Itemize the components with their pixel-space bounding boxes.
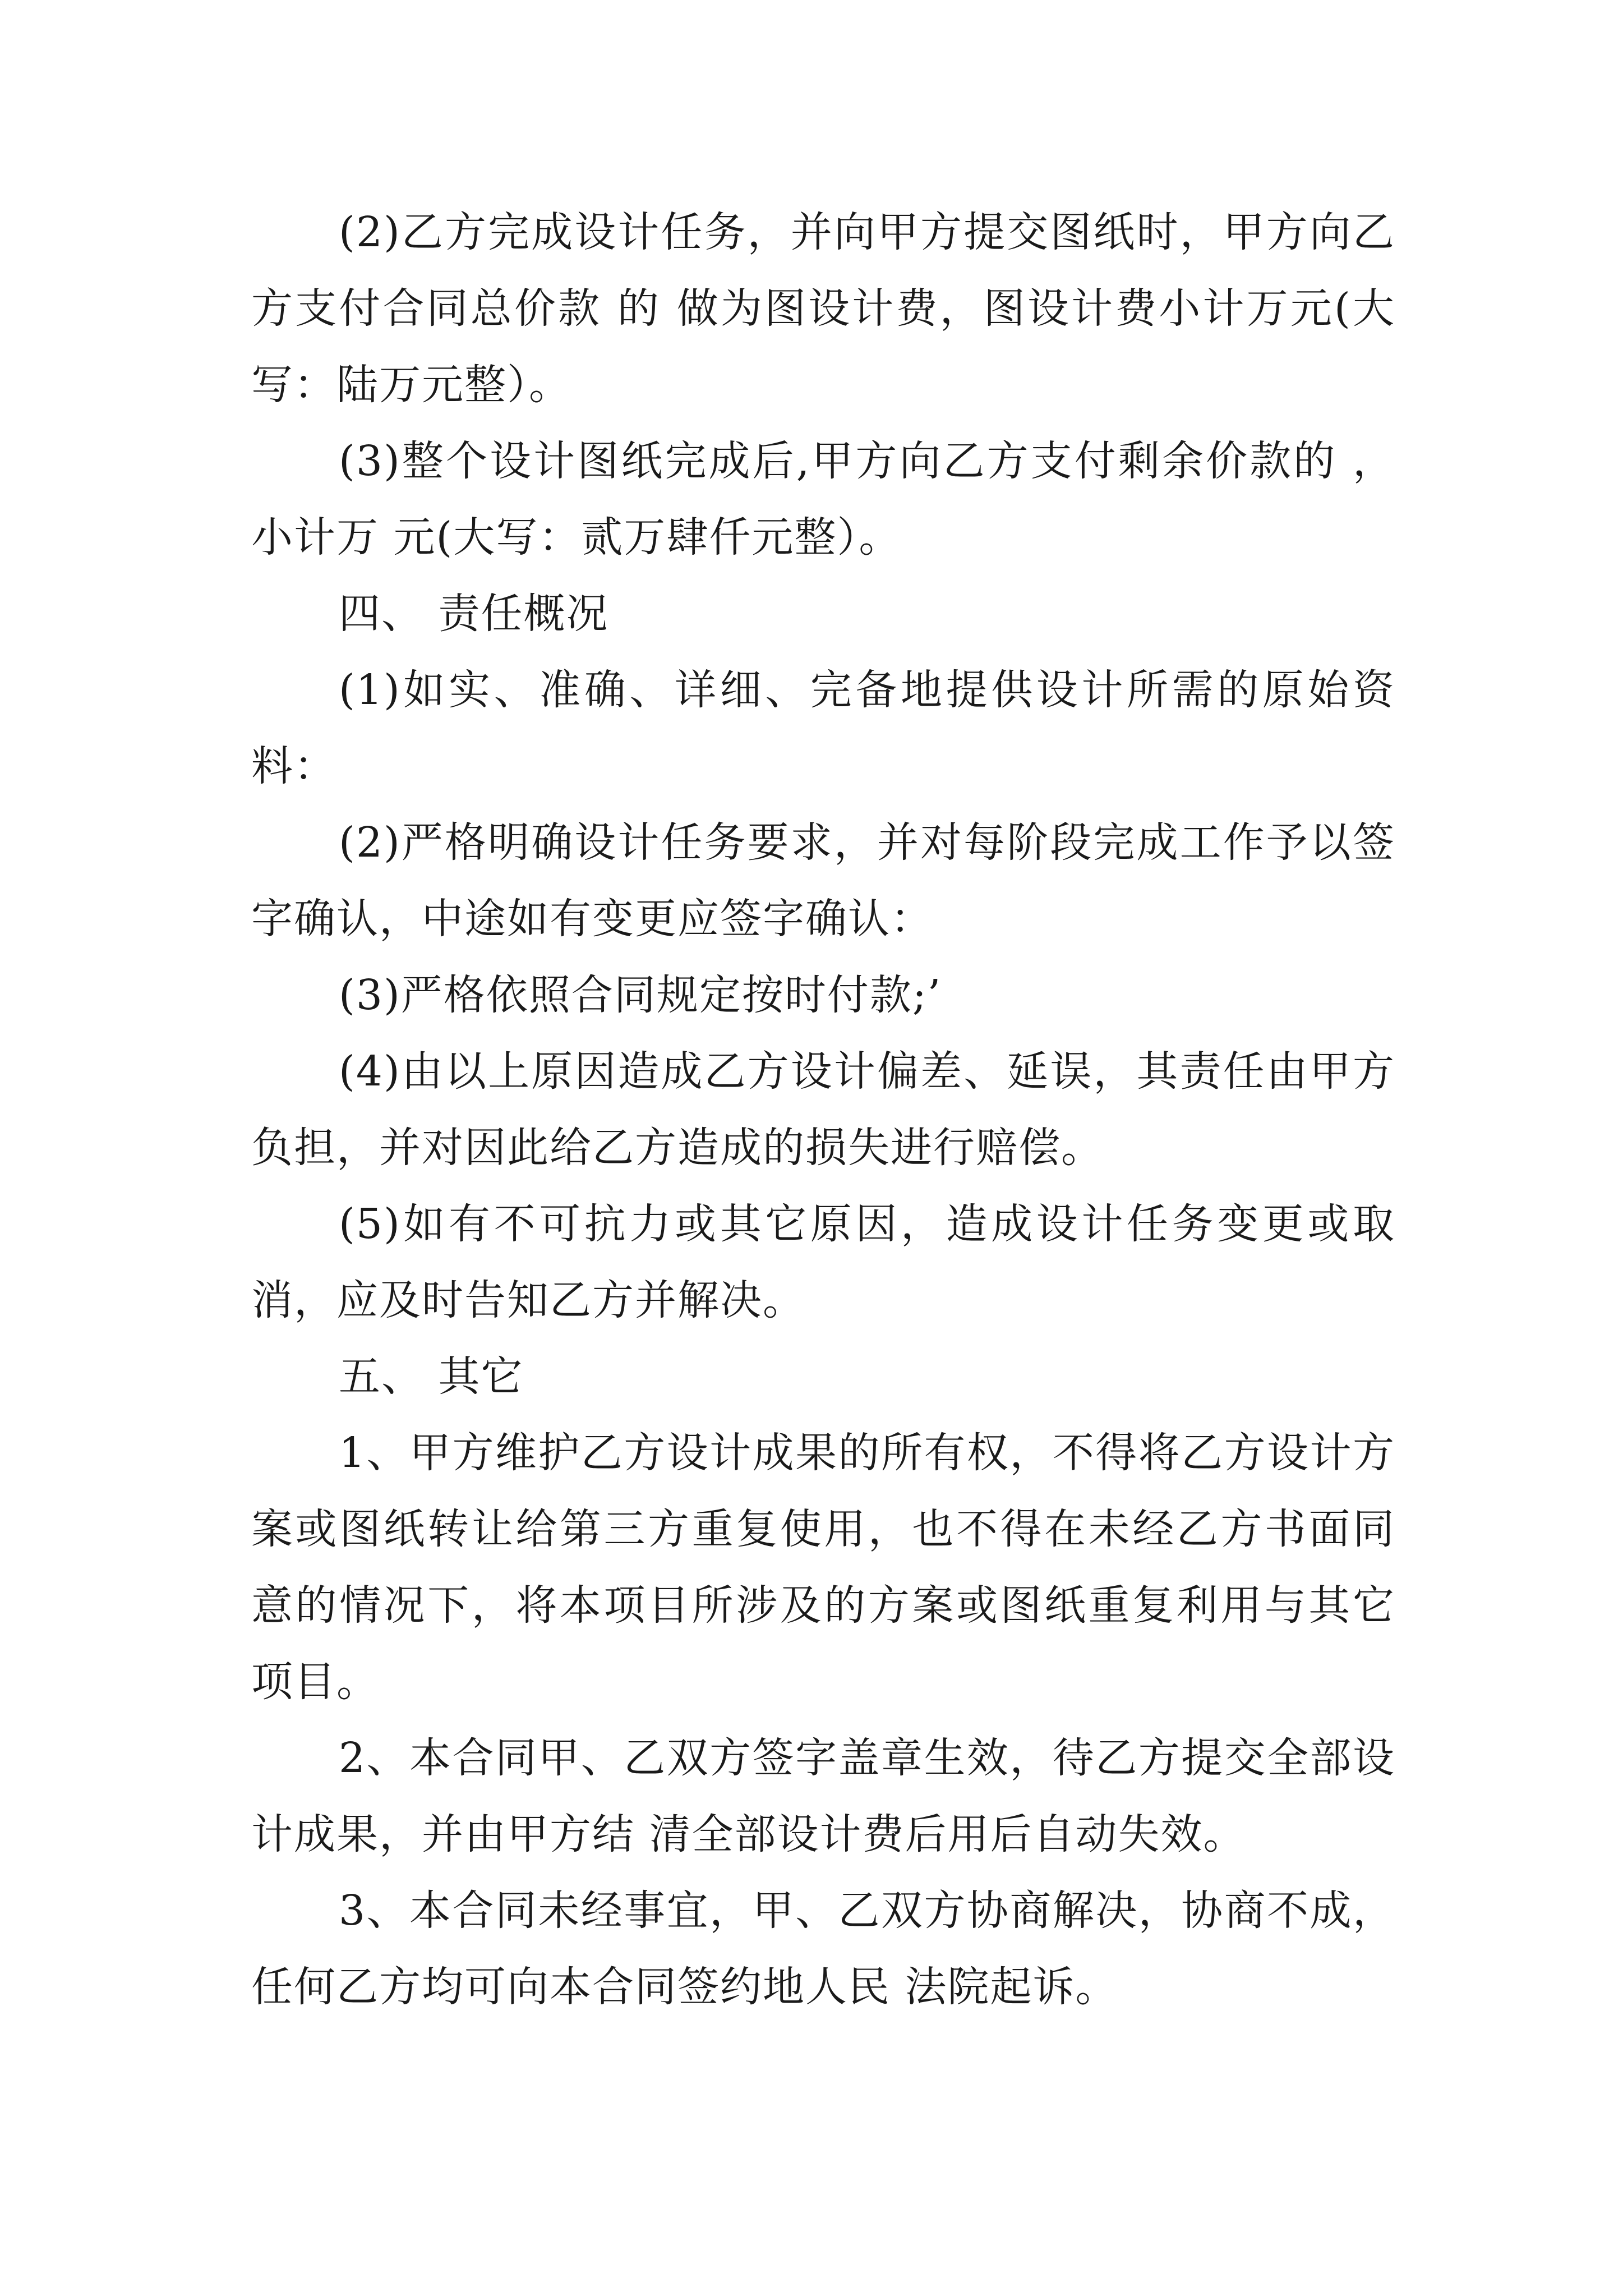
section-heading-other: 五、 其它 [339,1352,524,1401]
section-heading-responsibilities: 四、 责任概况 [339,590,609,638]
contract-text [251,194,1395,2025]
paragraph-other-2: 2、本合同甲、乙双方签字盖章生效，待乙方提交全部设计成果，并由甲方结 清全部设计费后用后自动失效。 [251,1734,1395,1858]
paragraph-other-3: 3、本合同未经事宜，甲、乙双方协商解决，协商不成，任何乙方均可向本合同签约地人民 法院起诉。 [251,1887,1395,2011]
paragraph-responsibility-2: (2)严格明确设计任务要求，并对每阶段完成工作予以签字确认，中途如有变更应签字确认： [251,818,1395,943]
paragraph-responsibility-4: (4)由以上原因造成乙方设计偏差、延误，其责任由甲方负担，并对因此给乙方造成的损失进行赔偿。 [251,1047,1395,1172]
paragraph-responsibility-3: (3)严格依照合同规定按时付款;’ [339,971,942,1019]
paragraph-payment-2: (2)乙方完成设计任务，并向甲方提交图纸时，甲方向乙方支付合同总价款 的 做为图设计费，图设计费小计万元(大写：陆万元整）。 [251,208,1395,409]
paragraph-responsibility-5: (5)如有不可抗力或其它原因，造成设计任务变更或取消，应及时告知乙方并解决。 [251,1200,1395,1324]
paragraph-responsibility-1: (1)如实、准确、详细、完备地提供设计所需的原始资料： [251,666,1395,790]
paragraph-other-1: 1、甲方维护乙方设计成果的所有权，不得将乙方设计方案或图纸转让给第三方重复使用，也不得在未经乙方书面同意的情况下，将本项目所涉及的方案或图纸重复利用与其它项目。 [251,1429,1395,1706]
paragraph-payment-3: (3)整个设计图纸完成后,甲方向乙方支付剩余价款的 ，小计万 元(大写：贰万肆仟元整）。 [251,437,1395,562]
